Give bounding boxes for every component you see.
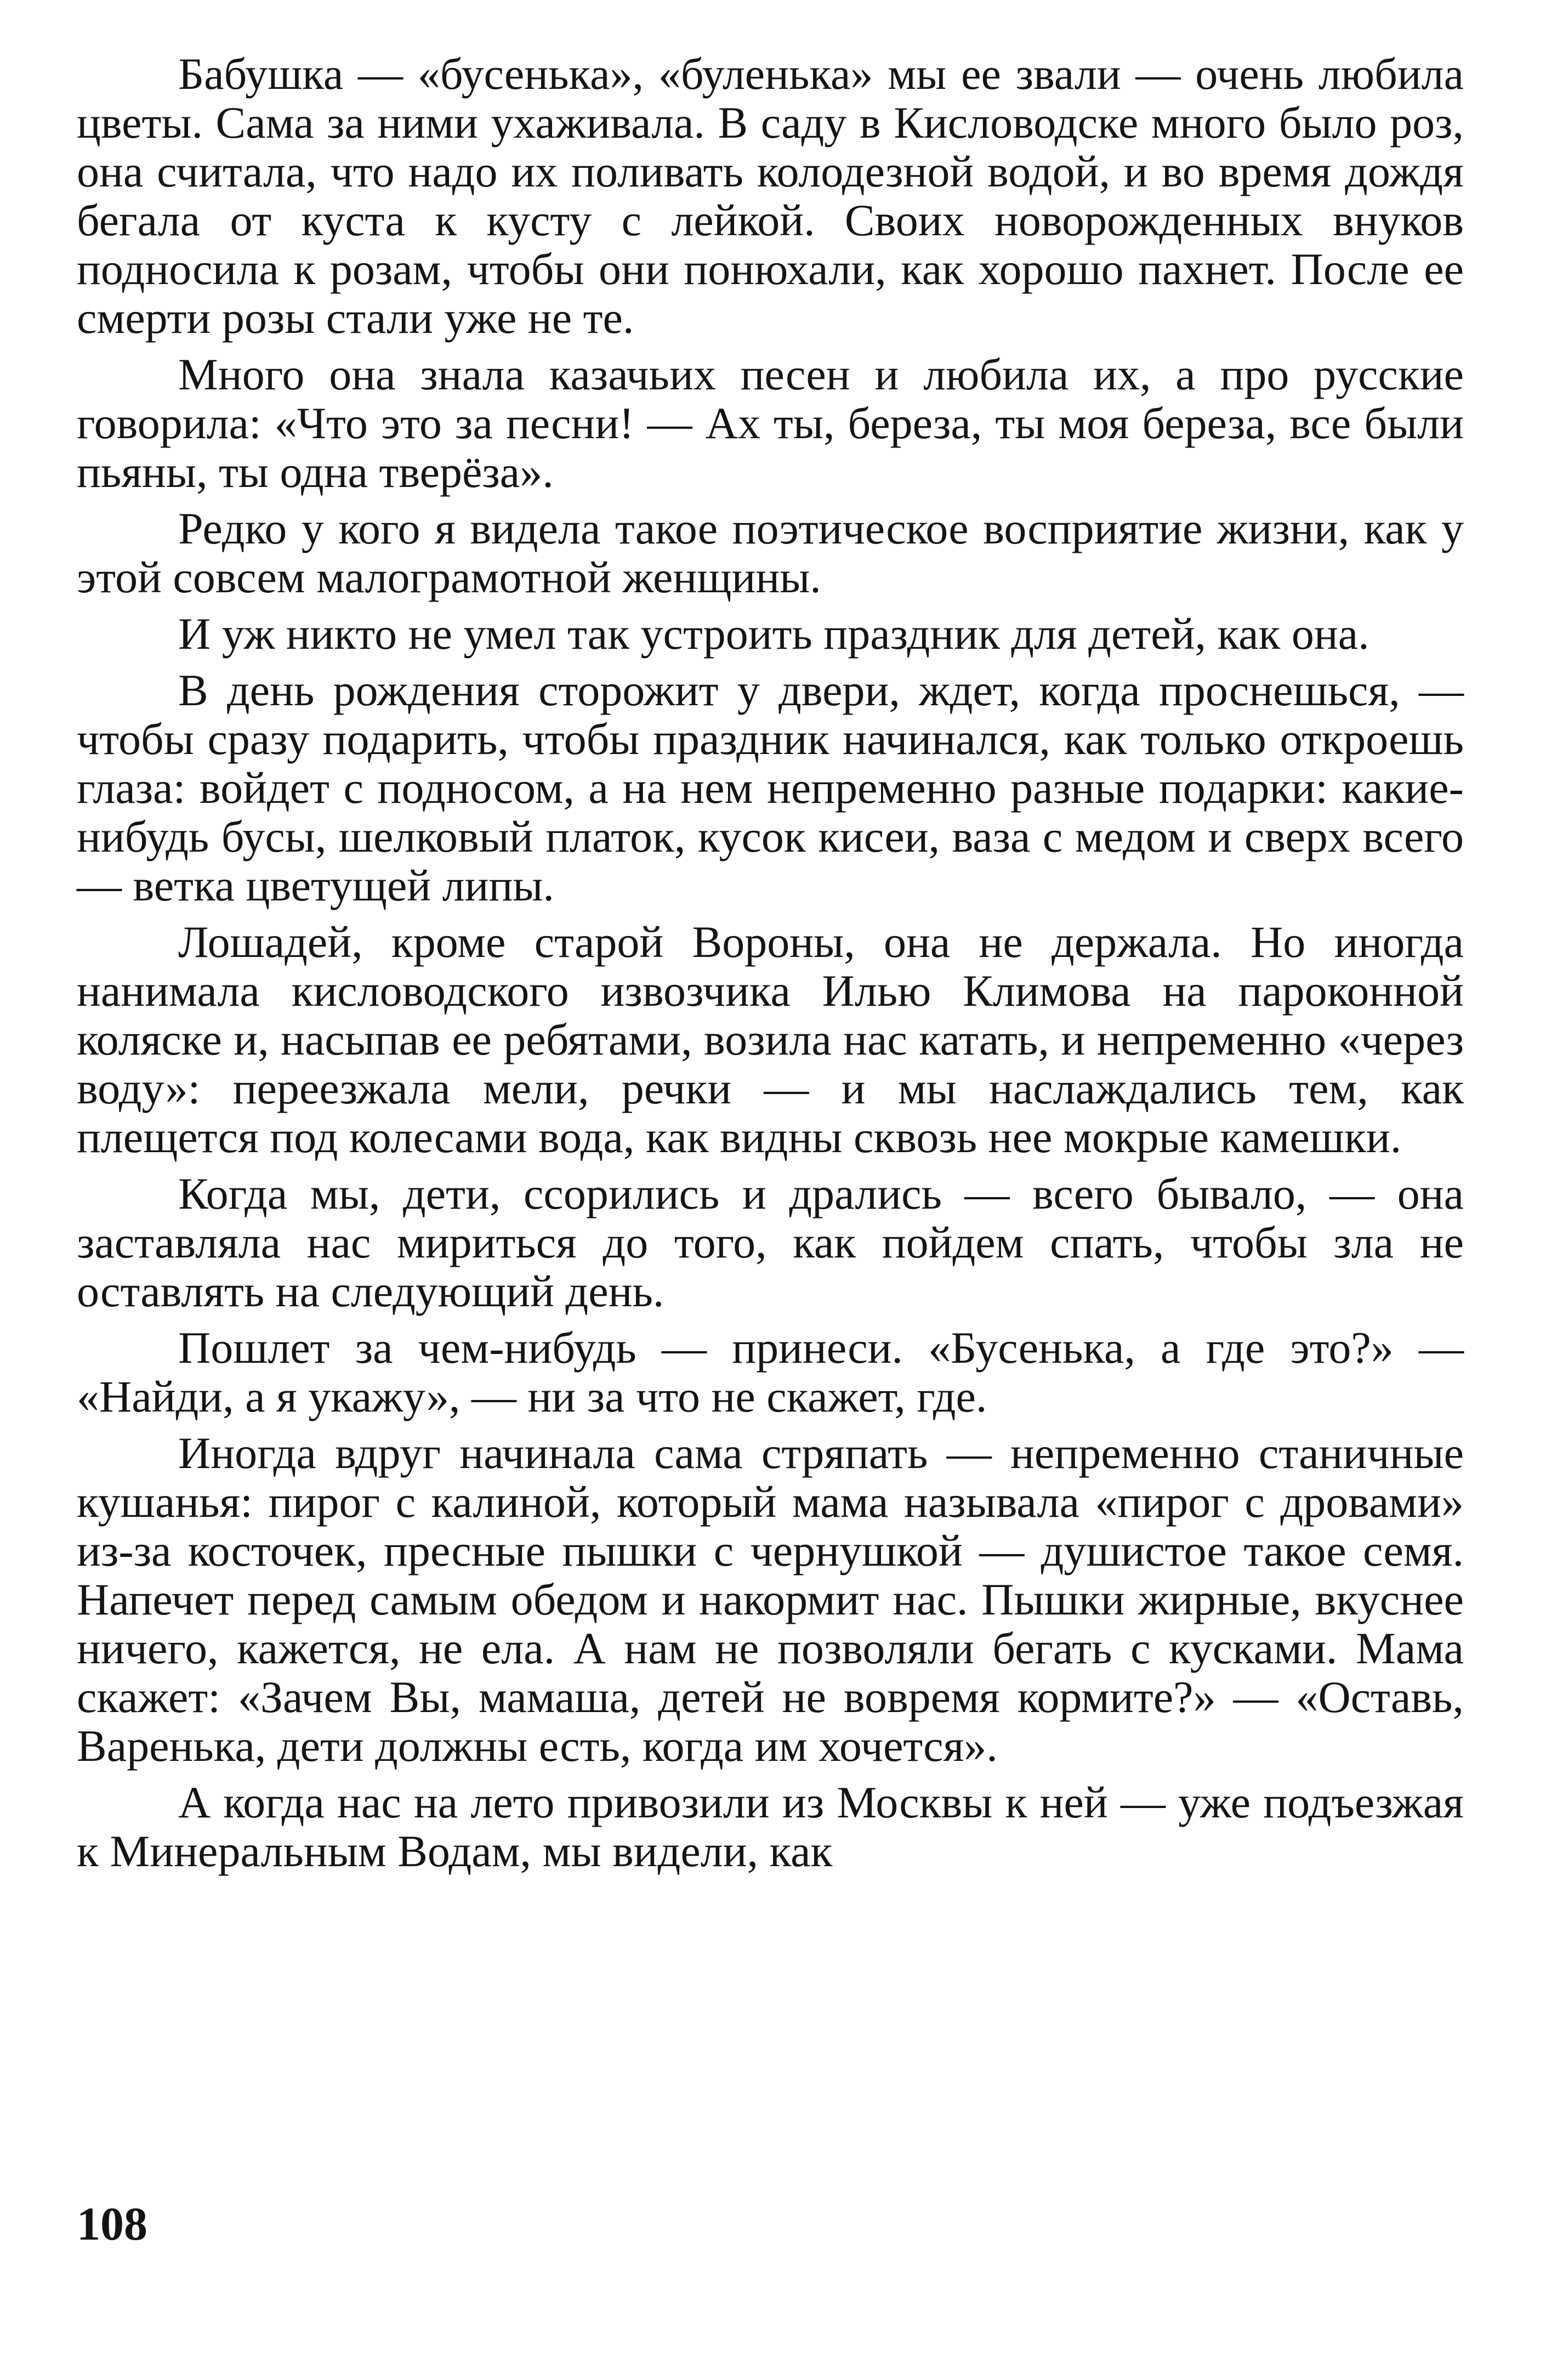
page-number: 108 [77, 2197, 147, 2250]
paragraph: И уж никто не умел так устроить праздник для детей, как она. [178, 609, 1369, 659]
paragraph: Редко у кого я видела такое поэтическое восприятие жизни, как у этой совсем малограмотной женщины. [77, 503, 1464, 602]
paragraph: Пошлет за чем-нибудь — принеси. «Бусенька, а где это?» — «Найди, а я укажу», — ни за что не скажет, где. [77, 1323, 1464, 1421]
paragraph: В день рождения сторожит у двери, ждет, когда проснешься, — чтобы сразу подарить, чтобы праздник начинался, как только откроешь глаза: войдет с подносом, а на нем непременно разные подарки: какие-нибудь бусы, шелковый платок, кусок кисеи, ваза с медом и сверх всего — ветка цветущей липы. [77, 665, 1464, 910]
paragraph: Лошадей, кроме старой Вороны, она не держала. Но иногда нанимала кисловодского извозчика Илью Климова на пароконной коляске и, насыпав ее ребятами, возила нас катать, и непременно «через воду»: переезжала мели, речки — и мы наслаждались тем, как плещется под колесами вода, как видны сквозь нее мокрые камешки. [77, 917, 1464, 1162]
paragraph: А когда нас на лето привозили из Москвы к ней — уже подъезжая к Минеральным Водам, мы видели, как [77, 1777, 1464, 1876]
paragraph: Бабушка — «бусенька», «буленька» мы ее звали — очень любила цветы. Сама за ними ухаживала. В саду в Кисловодске много было роз, она считала, что надо их поливать колодезной водой, и во время дождя бегала от куста к кусту с лейкой. Своих новорожденных внуков подносила к розам, чтобы они понюхали, как хорошо пахнет. После ее смерти розы стали уже не те. [77, 49, 1464, 343]
paragraph: Когда мы, дети, ссорились и дрались — всего бывало, — она заставляла нас мириться до того, как пойдем спать, чтобы зла не оставлять на следующий день. [77, 1169, 1464, 1316]
paragraph: Много она знала казачьих песен и любила их, а про русские говорила: «Что это за песни! — Ах ты, береза, ты моя береза, все были пьяны, ты одна тверёза». [77, 349, 1464, 497]
paragraph: Иногда вдруг начинала сама стряпать — непременно станичные кушанья: пирог с калиной, который мама называла «пирог с дровами» из-за косточек, пресные пышки с чернушкой — душистое такое семя. Напечет перед самым обедом и накормит нас. Пышки жирные, вкуснее ничего, кажется, не ела. А нам не позволяли бегать с кусками. Мама скажет: «Зачем Вы, мамаша, детей не вовремя кормите?» — «Оставь, Варенька, дети должны есть, когда им хочется». [77, 1428, 1464, 1771]
page-body-text [77, 49, 1464, 1883]
